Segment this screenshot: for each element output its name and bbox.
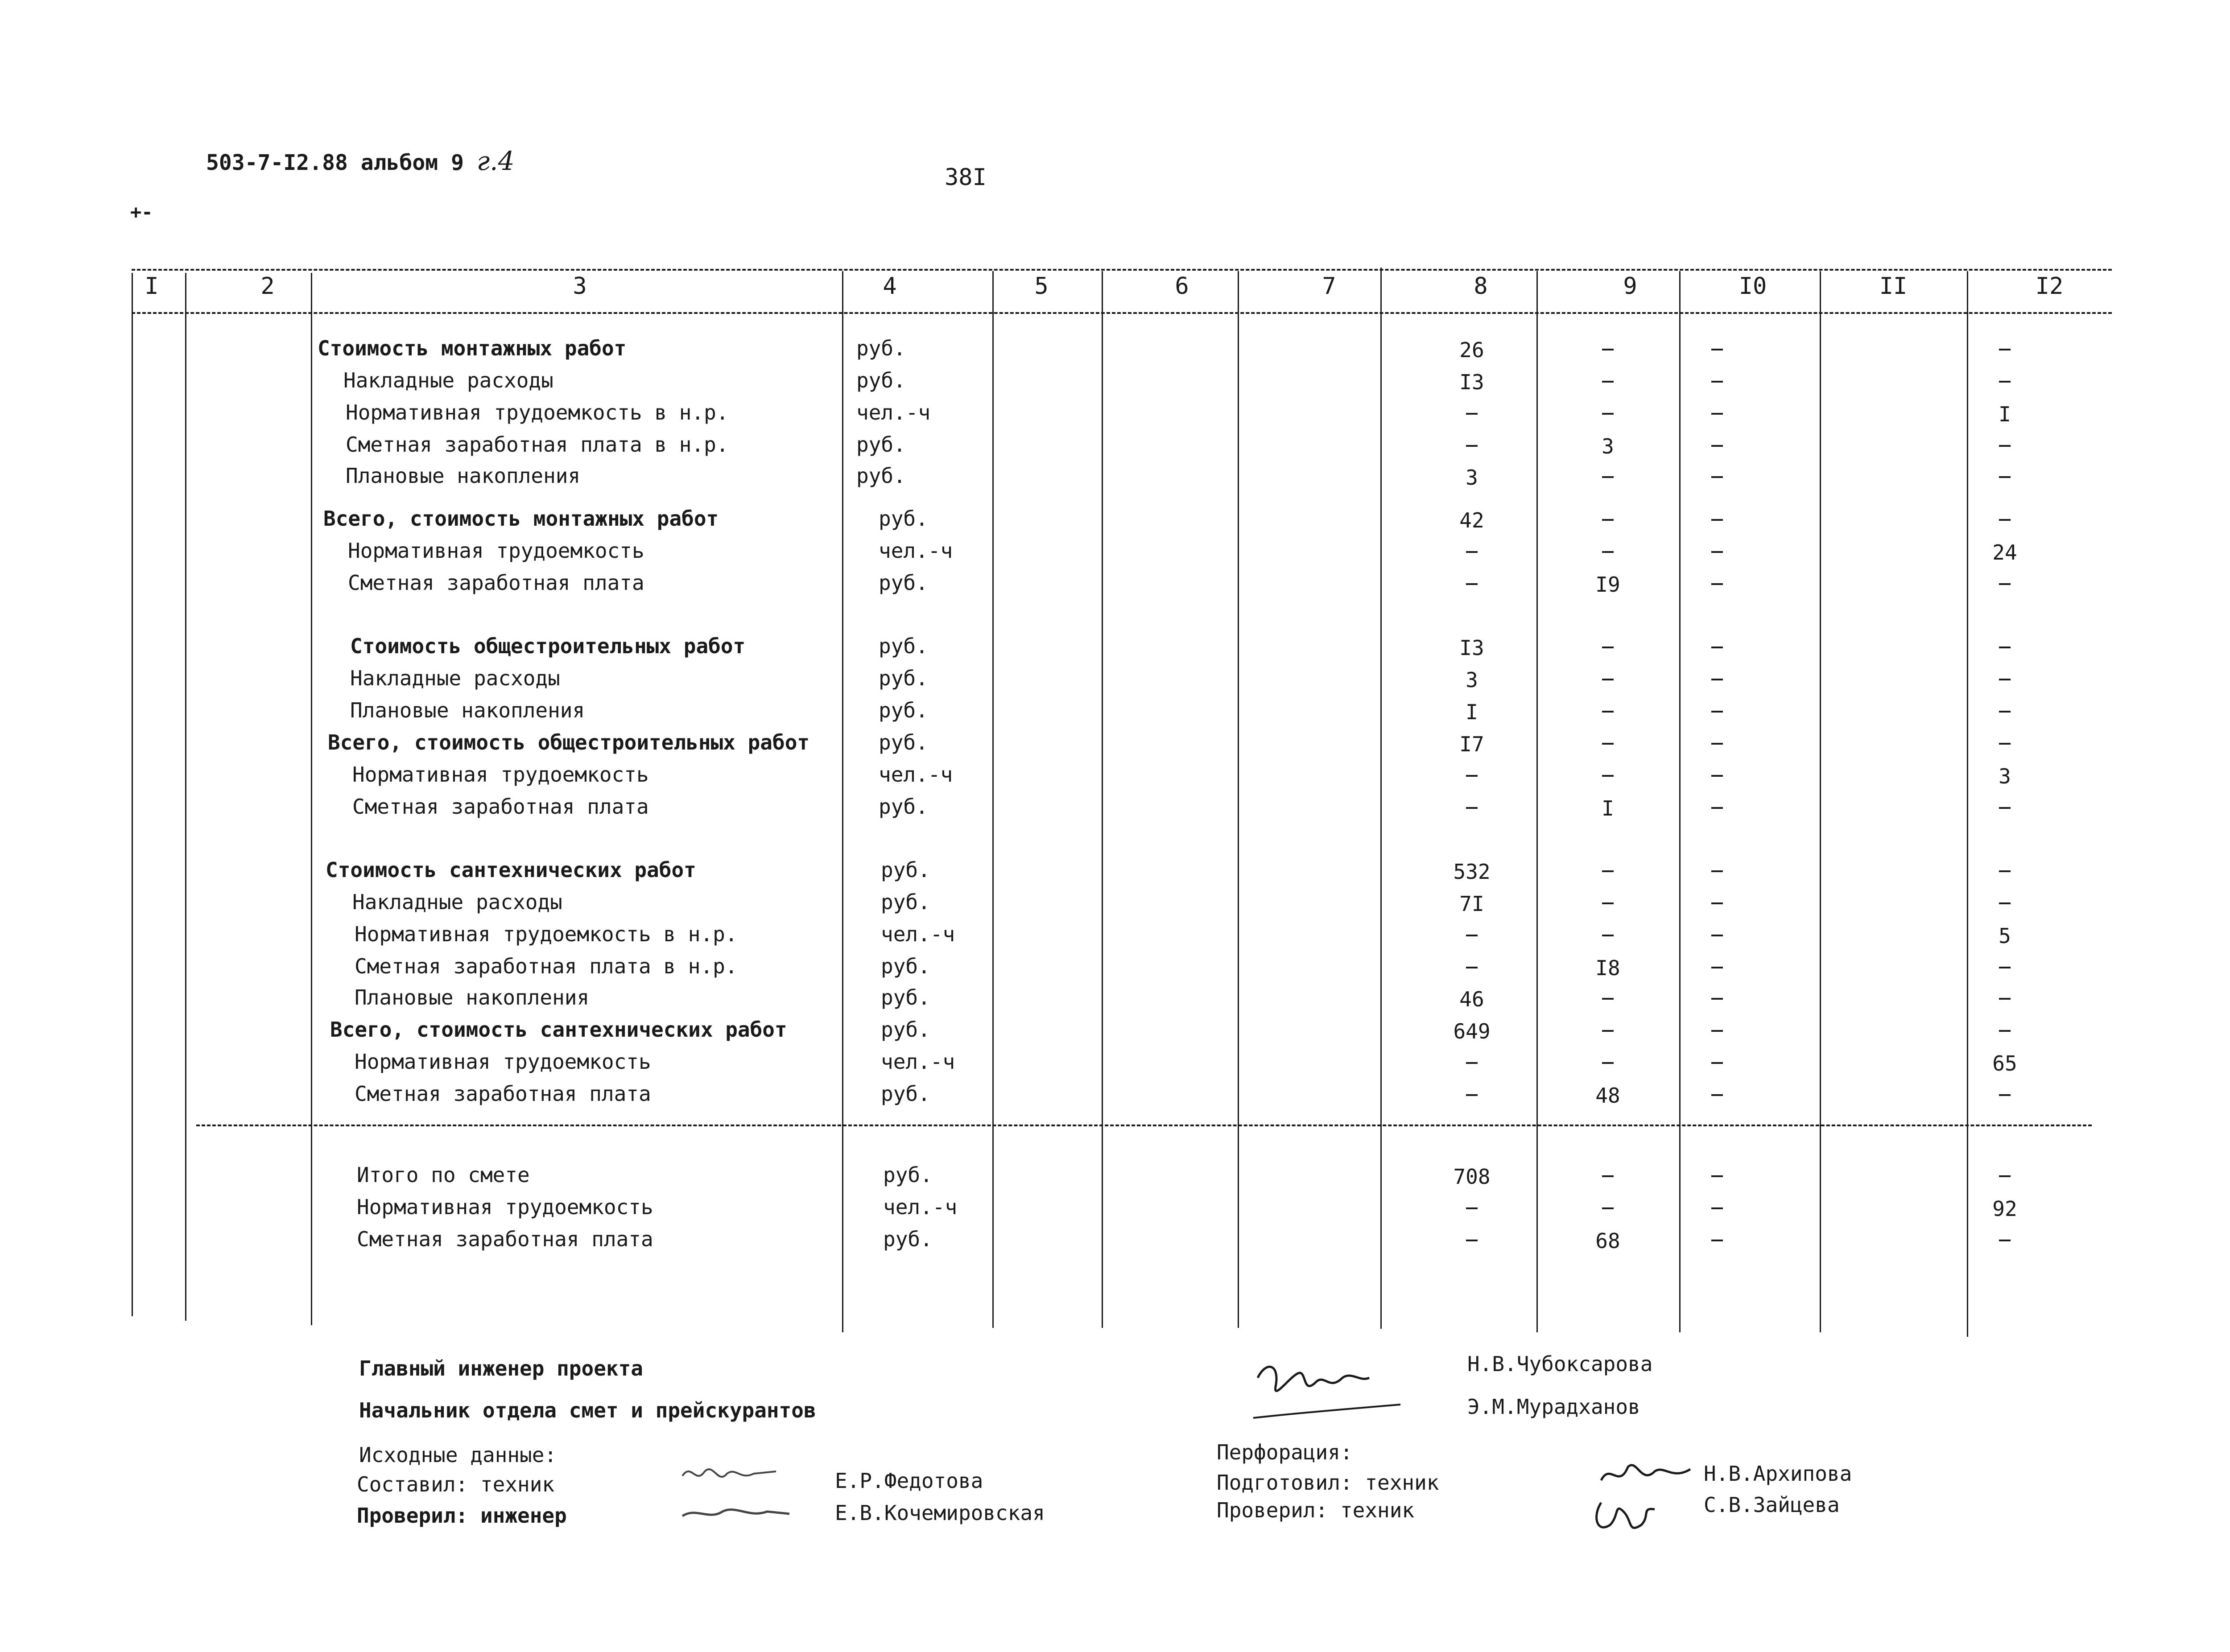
cell-col-9	[1602, 1030, 1614, 1032]
cell-col-9	[1602, 775, 1614, 777]
row-unit: чел.-ч	[856, 400, 931, 424]
row-unit: руб.	[879, 666, 928, 690]
cell-col-8: I	[1466, 700, 1478, 724]
cell-col-10	[1711, 870, 1723, 872]
col-border	[1967, 271, 1968, 1337]
cell-col-10	[1711, 413, 1723, 415]
cell-col-9	[1602, 381, 1614, 383]
row-name: Сметная заработная плата	[348, 571, 644, 595]
cell-col-9	[1602, 413, 1614, 415]
chief-engineer-label: Главный инженер проекта	[359, 1356, 643, 1380]
cell-col-10	[1711, 902, 1723, 904]
row-unit: чел.-ч	[879, 762, 953, 787]
row-unit: руб.	[881, 954, 930, 978]
row-unit: чел.-ч	[881, 922, 955, 946]
row-name: Стоимость монтажных работ	[318, 336, 627, 360]
compiled-label: Составил: техник	[357, 1472, 555, 1496]
cell-col-12	[1999, 1094, 2011, 1096]
source-data-label: Исходные данные:	[359, 1443, 557, 1467]
row-name: Плановые накопления	[355, 985, 590, 1009]
row-name: Стоимость сантехнических работ	[326, 858, 696, 882]
cell-col-12	[1999, 870, 2011, 872]
row-name: Всего, стоимость сантехнических работ	[330, 1018, 787, 1042]
cell-col-10	[1711, 519, 1723, 521]
cell-col-12	[1999, 1030, 2011, 1032]
row-name: Сметная заработная плата в н.р.	[346, 433, 729, 457]
cell-col-9: 48	[1595, 1083, 1620, 1108]
cell-col-10	[1711, 583, 1723, 585]
cell-col-10	[1711, 967, 1723, 968]
cell-col-9	[1602, 679, 1614, 680]
cell-col-10	[1711, 775, 1723, 777]
col-border	[1820, 271, 1821, 1332]
cell-col-8: I3	[1459, 636, 1484, 660]
col-border	[132, 273, 133, 1316]
cell-col-10	[1711, 349, 1723, 350]
cell-col-10	[1711, 998, 1723, 1000]
cell-col-8	[1466, 775, 1478, 777]
row-name: Нормативная трудоемкость в н.р.	[346, 400, 729, 424]
verified-label: Проверил: техник	[1217, 1498, 1415, 1522]
cell-col-8: 46	[1459, 987, 1484, 1011]
row-name: Стоимость общестроительных работ	[350, 634, 746, 658]
row-name: Нормативная трудоемкость	[355, 1050, 651, 1074]
row-unit: руб.	[881, 890, 930, 914]
row-name: Сметная заработная плата в н.р.	[355, 954, 738, 978]
col-header: I	[145, 273, 159, 300]
perforation-label: Перфорация:	[1217, 1440, 1353, 1464]
row-unit: руб.	[879, 634, 928, 658]
signature-kochemirovskaya	[678, 1494, 794, 1529]
row-name: Плановые накопления	[346, 464, 581, 488]
cell-col-8	[1466, 413, 1478, 415]
cell-col-9	[1602, 1062, 1614, 1064]
col-border	[1679, 271, 1681, 1332]
col-border	[1102, 271, 1103, 1328]
row-unit: руб.	[879, 507, 928, 531]
cell-col-8	[1466, 935, 1478, 936]
cell-col-9	[1602, 902, 1614, 904]
row-unit: руб.	[879, 730, 928, 754]
cell-col-9	[1602, 1207, 1614, 1209]
row-unit: чел.-ч	[879, 539, 953, 563]
dept-head-label: Начальник отдела смет и прейскурантов	[359, 1398, 816, 1422]
row-unit: руб.	[881, 1018, 930, 1042]
col-header: 2	[260, 273, 275, 300]
cell-col-8: I7	[1459, 732, 1484, 756]
cell-col-10	[1711, 1062, 1723, 1064]
header-top-line	[132, 269, 2112, 271]
row-name: Нормативная трудоемкость	[348, 539, 644, 563]
cell-col-8: 3	[1466, 668, 1478, 692]
signature-fedotova	[678, 1454, 785, 1494]
row-name: Сметная заработная плата	[352, 795, 649, 819]
row-name: Сметная заработная плата	[355, 1082, 651, 1106]
cell-col-8	[1466, 1062, 1478, 1064]
cell-col-9: I8	[1595, 956, 1620, 980]
cell-col-9	[1602, 349, 1614, 350]
signature-arkhipova	[1597, 1449, 1699, 1494]
cell-col-9	[1602, 647, 1614, 648]
cell-col-12	[1999, 743, 2011, 745]
cell-col-12	[1999, 519, 2011, 521]
cell-col-12	[1999, 998, 2011, 1000]
row-name: Накладные расходы	[343, 368, 553, 392]
row-unit: руб.	[856, 433, 906, 457]
corner-mark: +-	[130, 201, 153, 223]
col-border	[185, 273, 186, 1321]
page-number: 38I	[945, 164, 987, 191]
cell-col-8: 3	[1466, 466, 1478, 490]
col-header: 6	[1175, 273, 1189, 300]
row-name: Нормативная трудоемкость в н.р.	[355, 922, 738, 946]
col-header: 8	[1474, 273, 1488, 300]
col-header: I0	[1739, 273, 1767, 300]
cell-col-8	[1466, 967, 1478, 968]
cell-col-12	[1999, 711, 2011, 713]
row-unit: руб.	[879, 571, 928, 595]
cell-col-9	[1602, 519, 1614, 521]
cell-col-10	[1711, 551, 1723, 553]
cell-col-10	[1711, 807, 1723, 809]
cell-col-10	[1711, 445, 1723, 447]
cell-col-12	[1999, 902, 2011, 904]
cell-col-10	[1711, 743, 1723, 745]
checked-label: Проверил: инженер	[357, 1504, 567, 1528]
row-name: Накладные расходы	[352, 890, 562, 914]
col-header: 5	[1034, 273, 1049, 300]
cell-col-12: I	[1999, 402, 2011, 426]
row-unit: чел.-ч	[883, 1195, 958, 1219]
cell-col-12	[1999, 679, 2011, 680]
col-border	[992, 271, 994, 1328]
cell-col-12: 5	[1999, 924, 2011, 948]
cell-col-12	[1999, 1240, 2011, 1241]
cell-col-9	[1602, 551, 1614, 553]
row-unit: руб.	[856, 368, 906, 392]
cell-col-12	[1999, 1175, 2011, 1177]
cell-col-8: 708	[1453, 1165, 1491, 1189]
cell-col-12	[1999, 807, 2011, 809]
col-border	[1380, 268, 1382, 1329]
cell-col-10	[1711, 647, 1723, 648]
cell-col-8: I3	[1459, 370, 1484, 394]
row-unit: руб.	[856, 336, 906, 360]
row-unit: руб.	[881, 985, 930, 1009]
dept-head-name: Э.М.Мурадханов	[1467, 1395, 1640, 1419]
cell-col-9	[1602, 711, 1614, 713]
cell-col-12: 3	[1999, 764, 2011, 788]
col-border	[1238, 271, 1239, 1328]
chief-engineer-name: Н.В.Чубоксарова	[1467, 1352, 1653, 1376]
cell-col-8: 26	[1459, 338, 1484, 362]
cell-col-12	[1999, 476, 2011, 478]
doc-code-text: 503-7-I2.88 альбом 9	[206, 150, 464, 175]
cell-col-10	[1711, 381, 1723, 383]
cell-col-12	[1999, 381, 2011, 383]
row-name: Всего, стоимость монтажных работ	[323, 507, 719, 531]
col-header: II	[1879, 273, 1908, 300]
row-name: Сметная заработная плата	[357, 1227, 653, 1251]
row-name: Накладные расходы	[350, 666, 560, 690]
row-name: Плановые накопления	[350, 698, 585, 722]
cell-col-8	[1466, 1240, 1478, 1241]
cell-col-9	[1602, 1175, 1614, 1177]
cell-col-12	[1999, 647, 2011, 648]
col-header: 4	[883, 273, 897, 300]
row-unit: руб.	[883, 1227, 933, 1251]
cell-col-10	[1711, 476, 1723, 478]
col-header: I2	[2035, 273, 2064, 300]
cell-col-10	[1711, 1240, 1723, 1241]
row-unit: руб.	[881, 858, 930, 882]
cell-col-12	[1999, 583, 2011, 585]
cell-col-10	[1711, 1094, 1723, 1096]
verified-name: С.В.Зайцева	[1704, 1493, 1840, 1517]
compiled-name: Е.Р.Федотова	[835, 1469, 983, 1493]
cell-col-9: I9	[1595, 573, 1620, 597]
cell-col-10	[1711, 1030, 1723, 1032]
cell-col-8	[1466, 445, 1478, 447]
col-header: 3	[573, 273, 587, 300]
cell-col-9	[1602, 998, 1614, 1000]
row-unit: руб.	[883, 1163, 933, 1187]
cell-col-8	[1466, 1094, 1478, 1096]
cell-col-12: 24	[1992, 540, 2017, 564]
cell-col-8: 7I	[1459, 892, 1484, 916]
row-unit: чел.-ч	[881, 1050, 955, 1074]
cell-col-10	[1711, 679, 1723, 680]
row-unit: руб.	[856, 464, 906, 488]
document-code	[206, 148, 515, 174]
row-unit: руб.	[879, 698, 928, 722]
col-border	[311, 273, 312, 1325]
cell-col-9	[1602, 743, 1614, 745]
cell-col-10	[1711, 711, 1723, 713]
checked-name: Е.В.Кочемировская	[835, 1501, 1045, 1525]
col-header: 7	[1322, 273, 1336, 300]
row-name: Всего, стоимость общестроительных работ	[328, 730, 810, 754]
cell-col-12	[1999, 967, 2011, 968]
cell-col-8	[1466, 583, 1478, 585]
cell-col-10	[1711, 1175, 1723, 1177]
col-border	[1536, 271, 1538, 1332]
col-border	[842, 271, 843, 1332]
cell-col-12	[1999, 349, 2011, 350]
header-bottom-line	[132, 312, 2112, 314]
cell-col-8: 42	[1459, 508, 1484, 532]
cell-col-9: 68	[1595, 1229, 1620, 1253]
handwritten-suffix: г.4	[476, 146, 515, 176]
col-header: 9	[1623, 273, 1637, 300]
cell-col-12: 92	[1992, 1197, 2017, 1221]
cell-col-9	[1602, 870, 1614, 872]
cell-col-8	[1466, 1207, 1478, 1209]
cell-col-8	[1466, 807, 1478, 809]
cell-col-12	[1999, 445, 2011, 447]
signature-zaitseva	[1588, 1489, 1659, 1538]
row-unit: руб.	[879, 795, 928, 819]
cell-col-9	[1602, 935, 1614, 936]
row-unit: руб.	[881, 1082, 930, 1106]
row-name: Нормативная трудоемкость	[352, 762, 649, 787]
total-separator-line	[196, 1125, 2092, 1126]
cell-col-10	[1711, 1207, 1723, 1209]
row-name: Итого по смете	[357, 1163, 530, 1187]
row-name: Нормативная трудоемкость	[357, 1195, 653, 1219]
prepared-label: Подготовил: техник	[1217, 1471, 1439, 1495]
cell-col-12: 65	[1992, 1051, 2017, 1075]
cell-col-9	[1602, 476, 1614, 478]
cell-col-9: I	[1602, 796, 1614, 820]
signature-chuboksarova	[1249, 1347, 1405, 1427]
cell-col-8	[1466, 551, 1478, 553]
cell-col-10	[1711, 935, 1723, 936]
prepared-name: Н.В.Архипова	[1704, 1462, 1852, 1486]
cell-col-8: 532	[1453, 860, 1491, 884]
cell-col-9: 3	[1602, 434, 1614, 458]
cell-col-8: 649	[1453, 1019, 1491, 1043]
